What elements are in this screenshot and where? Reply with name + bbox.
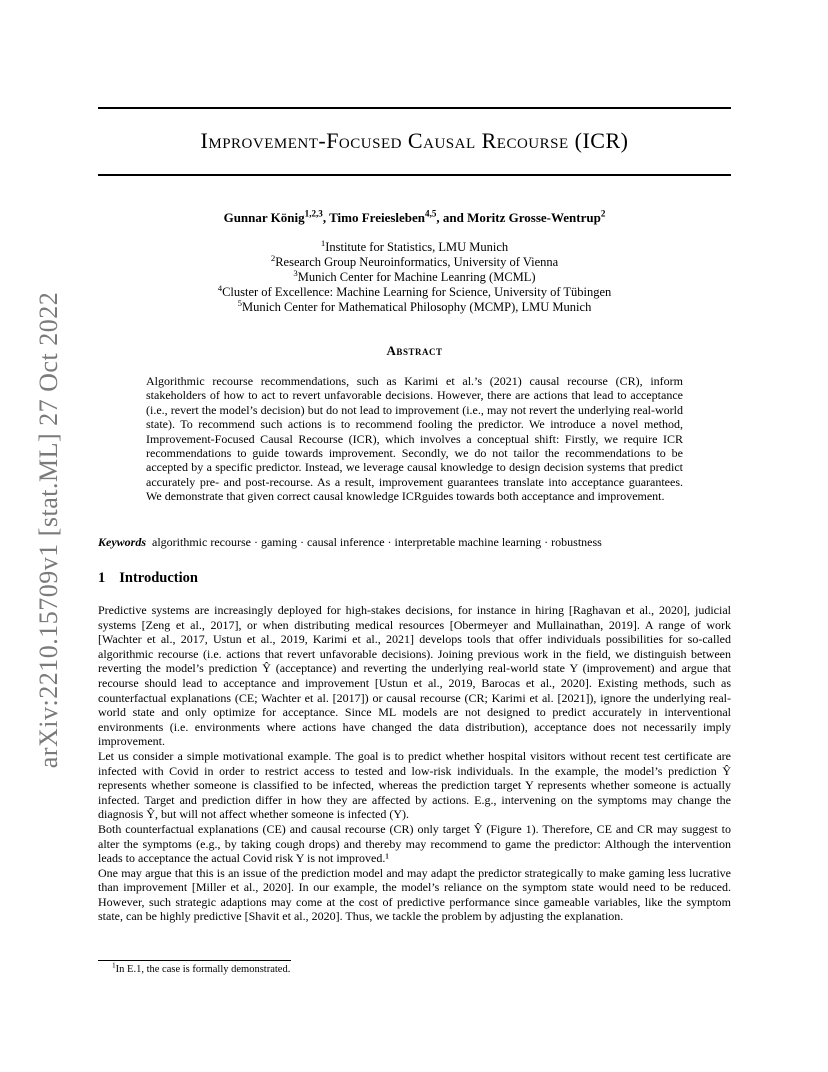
- arxiv-stamp: arXiv:2210.15709v1 [stat.ML] 27 Oct 2022: [34, 291, 63, 769]
- author-name: Timo Freiesleben: [329, 210, 426, 225]
- affiliation-text: Munich Center for Machine Leanring (MCML): [297, 270, 536, 284]
- affiliation: [98, 237, 731, 255]
- author-separator: ,: [322, 210, 330, 225]
- affiliation-text: Institute for Statistics, LMU Munich: [325, 240, 509, 254]
- author-list: [98, 210, 731, 226]
- affiliation-sup: 2: [270, 252, 276, 263]
- author-affil-sup: 1,2,3: [304, 208, 323, 219]
- affiliation: [98, 252, 731, 270]
- author-affil-sup: 2: [600, 208, 606, 219]
- affiliation-text: Research Group Neuroinformatics, University of Vienna: [275, 255, 559, 269]
- author-name: Gunnar König: [223, 210, 305, 225]
- affiliation-sup: 1: [320, 237, 326, 248]
- section-number: 1: [98, 570, 106, 586]
- author-affil-sup: 4,5: [425, 208, 437, 219]
- affiliation-sup: 4: [217, 282, 223, 293]
- title-rule-bottom: [98, 174, 731, 176]
- affiliation: [98, 267, 731, 285]
- affiliation-text: Munich Center for Mathematical Philosophy (MCMP), LMU Munich: [242, 300, 592, 314]
- keywords-label: Keywords: [98, 535, 146, 549]
- keywords-list: algorithmic recourse · gaming · causal inference · interpretable machine learning · robustness: [152, 535, 602, 549]
- paragraph: Both counterfactual explanations (CE) and causal recourse (CR) only target Ŷ (Figure 1). Therefore, CE and CR may suggest to alter the symptoms (e.g., by taking cough drops) and thereby may recommend to game the predictor: Although the intervention leads to acceptance the actual Covid risk Y is not improved.¹: [98, 821, 731, 866]
- paragraph: Predictive systems are increasingly deployed for high-stakes decisions, for instance in hiring [Raghavan et al., 2020], judicial systems [Zeng et al., 2017], or when distributing medical resources [Obermeyer and Mullainathan, 2019]. A range of work [Wachter et al., 2017, Ustun et al., 2019, Karimi et al., 2021] develops tools that offer individuals possibilities for so-called algorithmic recourse (i.e. actions that revert unfavorable decisions). Joining previous work in the field, we distinguish between reverting the model’s prediction Ŷ (acceptance) and reverting the underlying real-world state Y (improvement) and argue that recourse should lead to acceptance and improvement [Ustun et al., 2019, Barocas et al., 2020]. Existing methods, such as counterfactual explanations (CE; Wachter et al. [2017]) or causal recourse (CR; Karimi et al. [2021]), ignore the underlying real-world state and only optimize for acceptance. Since ML models are not designed to predict accurately in interventional environments (i.e. environments where actions have changed the data distribution), acceptance does not necessarily imply improvement.: [98, 603, 731, 749]
- footnote: [112, 960, 291, 975]
- affiliation-text: Cluster of Excellence: Machine Learning for Science, University of Tübingen: [222, 285, 612, 299]
- section-heading: [98, 570, 198, 587]
- affiliation: [98, 297, 731, 315]
- affiliation-sup: 5: [237, 297, 243, 308]
- paragraph: Let us consider a simple motivational example. The goal is to predict whether hospital visitors without recent test certificate are infected with Covid in order to restrict access to tested and low-risk individuals. In the example, the model’s prediction Ŷ represents whether someone is classified to be infected, whereas the prediction target Y represents whether someone is actually infected. Target and prediction differ in how they are affected by actions. E.g., intervening on the symptoms may change the diagnosis Ŷ, but will not affect whether someone is infected (Y).: [98, 748, 731, 822]
- footnote-text: In E.1, the case is formally demonstrated.: [115, 964, 291, 975]
- author-separator: , and: [436, 210, 468, 225]
- affiliation-sup: 3: [293, 267, 298, 278]
- affiliation-list: [98, 237, 731, 315]
- abstract-text: Algorithmic recourse recommendations, such as Karimi et al.’s (2021) causal recourse (CR), inform stakeholders of how to act to revert unfavorable decisions. However, there are actions that lead to acceptance (i.e., revert the model’s decision) but do not lead to improvement (i.e., may not revert the underlying real-world state). To recommend such actions is to recommend fooling the predictor. We introduce a novel method, Improvement-Focused Causal Recourse (ICR), which involves a conceptual shift: Firstly, we require ICR recommendations to guide towards improvement. Secondly, we do not tailor the recommendations to be accepted by a specific predictor. Instead, we leverage causal knowledge to design decision systems that predict accurately pre- and post-recourse. As a result, improvement guarantees translate into acceptance guarantees. We demonstrate that given correct causal knowledge ICRguides towards both acceptance and improvement.: [146, 374, 683, 504]
- title-rule-top: [98, 107, 731, 109]
- paper-title: Improvement-Focused Causal Recourse (ICR): [200, 128, 629, 153]
- author-name: Moritz Grosse-Wentrup: [467, 210, 601, 225]
- abstract-heading: Abstract: [386, 343, 443, 358]
- paragraph: One may argue that this is an issue of the prediction model and may adapt the predictor strategically to make gaming less lucrative than improvement [Miller et al., 2020]. In our example, the model’s reliance on the symptom state would need to be reduced. However, such strategic adaptions may come at the cost of predictive performance since gameable variables, like the symptom state, can be highly predictive [Shavit et al., 2020]. Thus, we tackle the problem by adjusting the explanation.: [98, 865, 731, 924]
- affiliation: [98, 282, 731, 300]
- keywords: [98, 535, 731, 550]
- body-text: [98, 603, 731, 924]
- section-title: Introduction: [119, 570, 198, 586]
- footnote-sup: 1: [112, 960, 116, 970]
- footnote-rule: [98, 960, 291, 961]
